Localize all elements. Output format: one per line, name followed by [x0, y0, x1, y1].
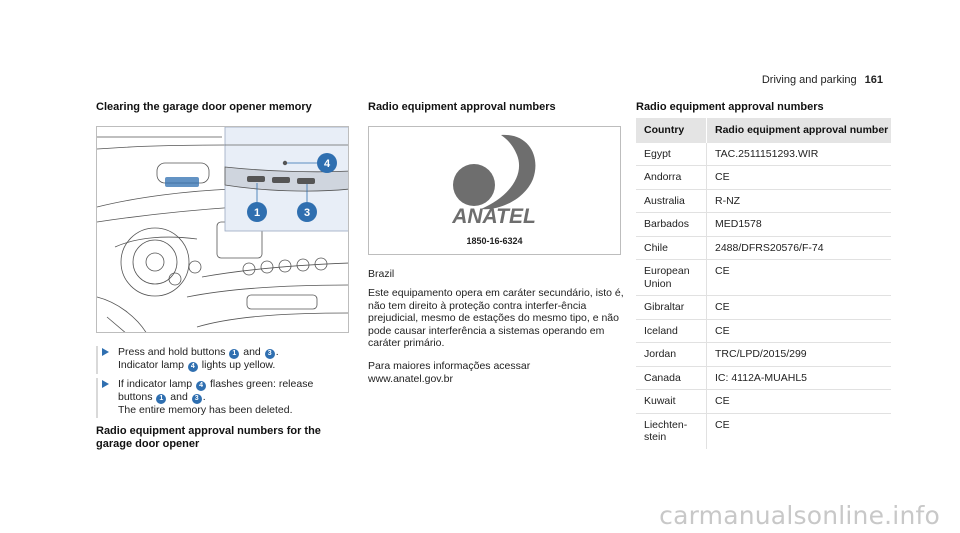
country-cell: Liechten-stein — [636, 413, 707, 449]
button-3-badge: 3 — [192, 394, 202, 404]
number-cell: TRC/LPD/2015/299 — [707, 343, 892, 367]
garage-opener-approval-heading: Radio equipment approval numbers for the garage door opener — [96, 425, 321, 450]
step-press-hold: Press and hold buttons 1 and 3 . Indicator lamp 4 lights up yellow. — [96, 346, 346, 374]
country-cell: Gibraltar — [636, 296, 707, 320]
approval-table — [636, 118, 891, 449]
lamp-4-badge: 4 — [188, 362, 198, 372]
number-cell: IC: 4112A-MUAHL5 — [707, 366, 892, 390]
number-cell: CE — [707, 166, 892, 190]
callout-4 — [317, 153, 337, 173]
column-header-number: Radio equipment approval number — [707, 118, 892, 143]
page-number: 161 — [864, 74, 883, 86]
anatel-logo-icon — [369, 127, 620, 232]
country-cell: Barbados — [636, 213, 707, 237]
svg-text:1: 1 — [253, 207, 261, 219]
svg-text:3: 3 — [303, 207, 311, 219]
country-cell: Jordan — [636, 343, 707, 367]
button-3-badge: 3 — [265, 349, 275, 359]
clearing-memory-heading: Clearing the garage door opener memory — [96, 101, 312, 113]
column-header-country: Country — [636, 118, 707, 143]
portuguese-notice: Este equipamento opera em caráter secundário, isto é, não tem direito à proteção contra interfer-ência prejudicial, mesmo de estações do mesmo tipo, e não pode causar interferência a sistemas operando em caráter primário. — [368, 287, 624, 349]
table-header-row — [636, 118, 891, 143]
number-cell: CE — [707, 296, 892, 320]
garage-opener-illustration — [96, 126, 349, 333]
dashboard-drawing — [97, 127, 349, 333]
anatel-logo-box — [368, 126, 621, 255]
approval-table-heading: Radio equipment approval numbers — [636, 101, 824, 113]
callout-1 — [247, 202, 267, 222]
table-row — [636, 143, 891, 166]
button-1-badge: 1 — [229, 349, 239, 359]
approval-numbers-heading: Radio equipment approval numbers — [368, 101, 556, 113]
svg-text:4: 4 — [323, 158, 331, 170]
number-cell: MED1578 — [707, 213, 892, 237]
country-cell: Egypt — [636, 143, 707, 166]
running-head — [762, 74, 883, 86]
button-1-badge: 1 — [156, 394, 166, 404]
table-row — [636, 236, 891, 260]
callout-3 — [297, 202, 317, 222]
number-cell: CE — [707, 260, 892, 296]
step-arrow-icon — [102, 348, 109, 356]
country-cell: Kuwait — [636, 390, 707, 414]
table-row — [636, 260, 891, 296]
country-cell: European Union — [636, 260, 707, 296]
country-cell: Canada — [636, 366, 707, 390]
number-cell: TAC.2511151293.WIR — [707, 143, 892, 166]
country-brazil: Brazil — [368, 268, 395, 280]
number-cell: CE — [707, 319, 892, 343]
table-row — [636, 366, 891, 390]
number-cell: CE — [715, 418, 730, 431]
table-row — [636, 213, 891, 237]
more-info-link-text: Para maiores informações acessar www.anatel.gov.br — [368, 360, 531, 385]
country-cell: Iceland — [636, 319, 707, 343]
step-release: If indicator lamp 4 flashes green: release buttons 1 and 3 . The entire memory has been deleted. — [96, 378, 346, 418]
table-row — [636, 390, 891, 414]
country-cell: Andorra — [636, 166, 707, 190]
step-arrow-icon — [102, 380, 109, 388]
lamp-4-badge: 4 — [196, 381, 206, 391]
country-cell: Chile — [636, 236, 707, 260]
number-cell: CE — [707, 390, 892, 414]
anatel-wordmark: ANATEL — [452, 205, 536, 228]
number-cell: R-NZ — [707, 189, 892, 213]
table-row — [636, 166, 891, 190]
section-name: Driving and parking — [761, 74, 857, 86]
table-row — [636, 296, 891, 320]
table-row — [636, 189, 891, 213]
table-row — [636, 343, 891, 367]
country-cell: Australia — [636, 189, 707, 213]
anatel-code: 1850-16-6324 — [466, 236, 523, 246]
number-cell: 2488/DFRS20576/F-74 — [707, 236, 892, 260]
table-row — [636, 319, 891, 343]
watermark: carmanualsonline.info — [659, 501, 940, 530]
table-row — [636, 413, 891, 449]
